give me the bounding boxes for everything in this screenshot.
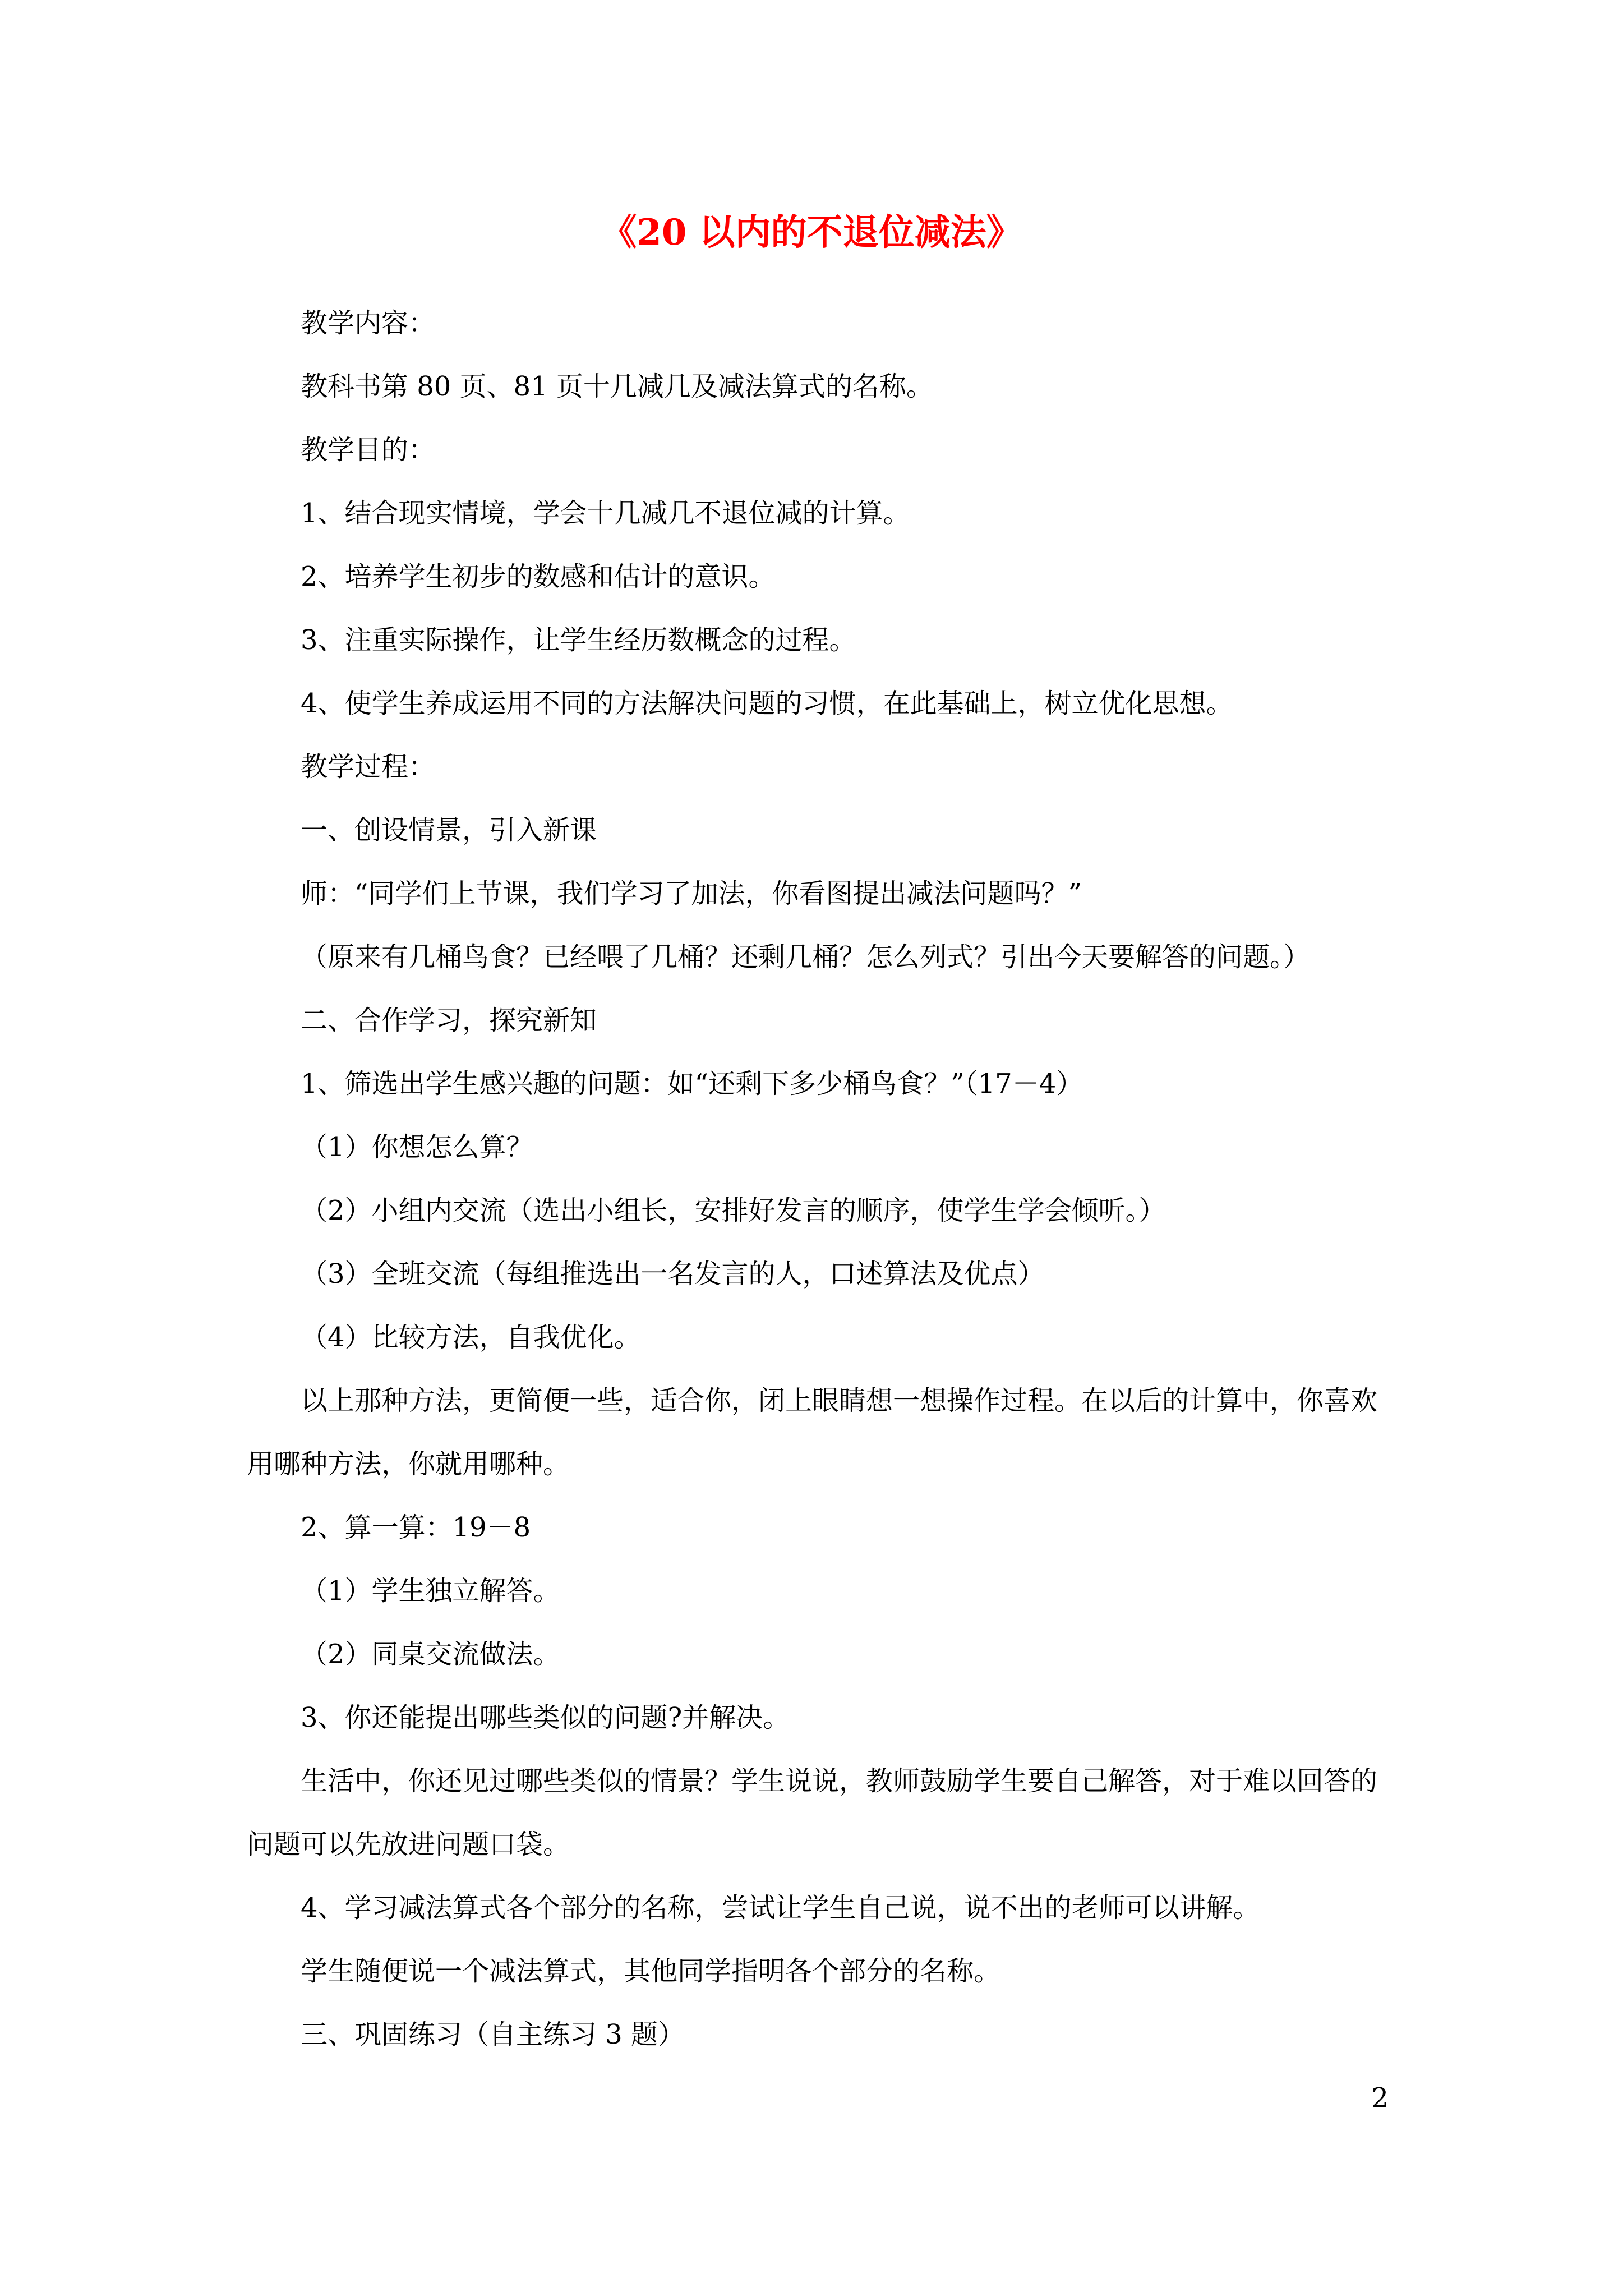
paragraph-goal-4: 4、使学生养成运用不同的方法解决问题的习惯，在此基础上，树立优化思想。: [301, 688, 1233, 719]
paragraph-step-1-sub-2: （2）小组内交流（选出小组长，安排好发言的顺序，使学生学会倾听。）: [301, 1195, 1166, 1226]
paragraph-section-1-heading: 一、创设情景，引入新课: [301, 815, 597, 846]
paragraph-teaching-process-heading: 教学过程：: [301, 751, 436, 783]
document-body: [247, 292, 1385, 2067]
paragraph-life-scenarios: 生活中，你还见过哪些类似的情景？学生说说，教师鼓励学生要自己解答，对于难以回答的问题可以先放进问题口袋。: [247, 1765, 1378, 1860]
paragraph-textbook-pages: 教科书第 80 页、81 页十几减几及减法算式的名称。: [301, 371, 933, 402]
paragraph-teaching-goals-heading: 教学目的：: [301, 434, 436, 466]
paragraph-step-2: 2、算一算：19－8: [301, 1512, 531, 1543]
page-number: 2: [1371, 2082, 1389, 2114]
paragraph-step-1-sub-3: （3）全班交流（每组推选出一名发言的人，口述算法及优点）: [301, 1258, 1045, 1290]
paragraph-step-1-sub-4: （4）比较方法，自我优化。: [301, 1322, 641, 1353]
paragraph-section-2-heading: 二、合作学习，探究新知: [301, 1005, 597, 1036]
paragraph-method-comment: 以上那种方法，更简便一些，适合你，闭上眼睛想一想操作过程。在以后的计算中，你喜欢用哪种方法，你就用哪种。: [247, 1385, 1378, 1480]
paragraph-step-1-sub-1: （1）你想怎么算？: [301, 1131, 533, 1163]
paragraph-step-4-activity: 学生随便说一个减法算式，其他同学指明各个部分的名称。: [301, 1955, 1001, 1987]
paragraph-step-2-sub-1: （1）学生独立解答。: [301, 1575, 560, 1607]
paragraph-goal-1: 1、结合现实情境，学会十几减几不退位减的计算。: [301, 498, 910, 529]
document-title: 《20 以内的不退位减法》: [601, 211, 1022, 254]
paragraph-section-3-heading: 三、巩固练习（自主练习 3 题）: [301, 2019, 685, 2050]
paragraph-step-3: 3、你还能提出哪些类似的问题?并解决。: [301, 1702, 790, 1733]
paragraph-step-1: 1、筛选出学生感兴趣的问题：如“还剩下多少桶鸟食？”（17－4）: [301, 1068, 1083, 1099]
paragraph-goal-3: 3、注重实际操作，让学生经历数概念的过程。: [301, 624, 856, 656]
paragraph-teaching-content-heading: 教学内容：: [301, 307, 436, 339]
paragraph-goal-2: 2、培养学生初步的数感和估计的意识。: [301, 561, 776, 592]
paragraph-teacher-question: 师：“同学们上节课，我们学习了加法，你看图提出减法问题吗？”: [301, 878, 1082, 909]
paragraph-step-2-sub-2: （2）同桌交流做法。: [301, 1639, 560, 1670]
paragraph-guiding-questions: （原来有几桶鸟食？已经喂了几桶？还剩几桶？怎么列式？引出今天要解答的问题。）: [301, 941, 1311, 973]
paragraph-step-4: 4、学习减法算式各个部分的名称，尝试让学生自己说，说不出的老师可以讲解。: [301, 1892, 1260, 1924]
